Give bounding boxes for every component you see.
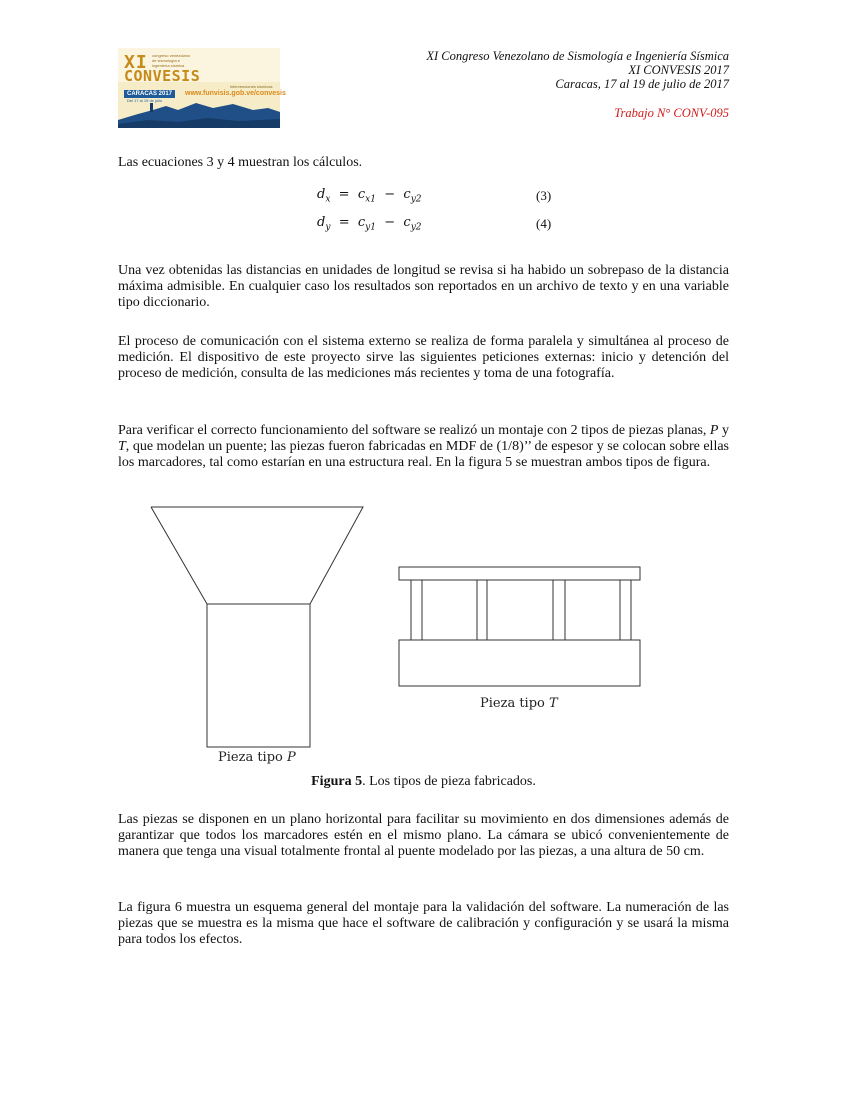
piece-t-shape <box>399 567 640 686</box>
piece-p-shape <box>151 507 363 747</box>
paragraph-communication: El proceso de comunicación con el sistema externo se realiza de forma paralela y simultánea al proceso de medición. El dispositivo de este proyecto sirve las siguientes peticiones externas: inicio y detención del proceso de medición, consulta de las mediciones más recientes y toma de una fotografía. <box>118 334 729 381</box>
header-conference-name: XI Congreso Venezolano de Sismología e Ingeniería Sísmica <box>426 49 729 63</box>
piece-p-label: Pieza tipo P <box>218 750 296 765</box>
intro-sentence: Las ecuaciones 3 y 4 muestran los cálculos. <box>118 155 363 170</box>
logo-roman-numeral: XI <box>124 52 148 73</box>
logo-name: CONVESIS <box>124 67 201 85</box>
paragraph-verification: Para verificar el correcto funcionamiento del software se realizó un montaje con 2 tipos de piezas planas, P y T, que modelan un puente; las piezas fueron fabricadas en MDF de (1/8)’’ de espesor y se colocan sobre ellas los marcadores, tal como estarían en una estructura real. En la figura 5 se muestran ambos tipos de figura. <box>118 423 729 470</box>
equation-4-number: (4) <box>536 216 552 231</box>
logo-url: www.funvisis.gob.ve/convesis <box>185 90 286 97</box>
paragraph-arrangement: Las piezas se disponen en un plano horizontal para facilitar su movimiento en dos dimensiones además de garantizar que todos los marcadores estén en el mismo plano. La cámara se ubicó convenientemente de manera que tenga una visual totalmente frontal al puente modelado por las piezas, a una altura de 50 cm. <box>118 812 729 859</box>
logo-small-text: congreso venezolano de sismología e ingeniería sísmica <box>152 53 191 68</box>
paragraph-figure-6: La figura 6 muestra un esquema general del montaje para la validación del software. La numeración de las piezas que se muestra es la misma que hace el software de calibración y configuración y se usará la misma para todos los efectos. <box>118 900 729 947</box>
header-paper-number: Trabajo N° CONV-095 <box>614 106 729 120</box>
paragraph-distances: Una vez obtenidas las distancias en unidades de longitud se revisa si ha habido un sobrepaso de la distancia máxima admisible. En cualquier caso los resultados son reportados en un archivo de texto y en una variable tipo diccionario. <box>118 263 729 310</box>
header-conference-dates: Caracas, 17 al 19 de julio de 2017 <box>555 77 729 91</box>
piece-t-label: Pieza tipo T <box>480 696 558 711</box>
equation-3: $d_x = c_{x1} - c_{y2}$ <box>317 187 422 205</box>
figure-5-caption: Figura 5. Los tipos de pieza fabricados. <box>311 774 536 789</box>
logo-tag: intervenciones sísmicas <box>230 84 273 89</box>
equation-4: $d_y = c_{y1} - c_{y2}$ <box>317 215 422 233</box>
logo-badge: CARACAS 2017 <box>124 90 175 98</box>
equation-3-number: (3) <box>536 188 552 203</box>
header-conference-short: XI CONVESIS 2017 <box>628 63 729 77</box>
logo-dates: Del 17 al 19 de julio <box>127 98 163 103</box>
